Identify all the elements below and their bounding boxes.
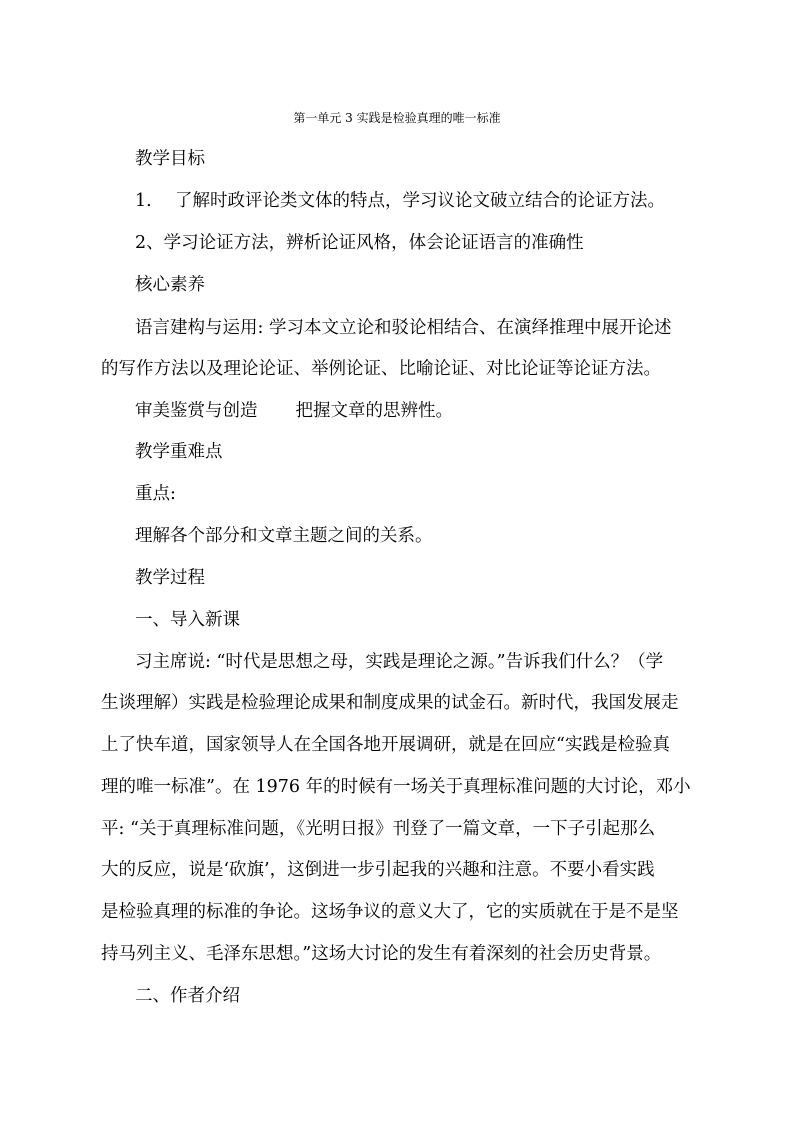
heading-objectives: 教学目标 bbox=[135, 149, 205, 169]
section-author-heading: 二、作者介绍 bbox=[135, 986, 240, 1006]
objective-2: 2、学习论证方法，辨析论证风格，体会论证语言的准确性 bbox=[135, 233, 584, 253]
core-paragraph-line-1: 语言建构与运用: 学习本文立论和驳论相结合、在演绎推理中展开论述 bbox=[135, 318, 672, 338]
intro-paragraph-line-8: 持马列主义、毛泽东思想。”这场大讨论的发生有着深刻的社会历史背景。 bbox=[101, 944, 662, 964]
heading-core-literacy: 核心素养 bbox=[135, 275, 205, 295]
section-intro-heading: 一、导入新课 bbox=[135, 610, 240, 630]
intro-paragraph-line-1: 习主席说: “时代是思想之母，实践是理论之源。”告诉我们什么？（学 bbox=[135, 652, 664, 672]
core-aesthetic-text: 把握文章的思辨性。 bbox=[295, 401, 453, 421]
core-aesthetic-label: 审美鉴赏与创造 bbox=[135, 401, 258, 421]
intro-paragraph-line-7: 是检验真理的标准的争论。这场争议的意义大了，它的实质就在于是不是坚 bbox=[101, 902, 679, 922]
key-label: 重点: bbox=[135, 484, 176, 504]
key-text: 理解各个部分和文章主题之间的关系。 bbox=[135, 526, 433, 546]
intro-paragraph-line-5: 平: “关于真理标准问题，《光明日报》刊登了一篇文章，一下子引起那么 bbox=[101, 819, 656, 839]
core-aesthetic bbox=[135, 399, 453, 423]
page-title: 第一单元 3 实践是检验真理的唯一标准 bbox=[293, 111, 501, 125]
objective-1-text: 了解时政评论类文体的特点，学习议论文破立结合的论证方法。 bbox=[175, 191, 665, 211]
heading-key-points: 教学重难点 bbox=[135, 442, 223, 462]
heading-process: 教学过程 bbox=[135, 568, 205, 588]
intro-paragraph-line-4: 理的唯一标准”。在 1976 年的时候有一场关于真理标准问题的大讨论，邓小 bbox=[101, 777, 691, 797]
core-paragraph-line-2: 的写作方法以及理论论证、举例论证、比喻论证、对比论证等论证方法。 bbox=[101, 359, 661, 379]
intro-paragraph-line-2: 生谈理解）实践是检验理论成果和制度成果的试金石。新时代，我国发展走 bbox=[101, 693, 679, 713]
intro-paragraph-line-3: 上了快车道，国家领导人在全国各地开展调研，就是在回应“实践是检验真 bbox=[101, 735, 670, 755]
intro-paragraph-line-6: 大的反应，说是‘砍旗’，这倒进一步引起我的兴趣和注意。不要小看实践 bbox=[101, 860, 655, 880]
objective-1-number: 1. bbox=[135, 191, 152, 211]
objective-1 bbox=[135, 189, 665, 213]
